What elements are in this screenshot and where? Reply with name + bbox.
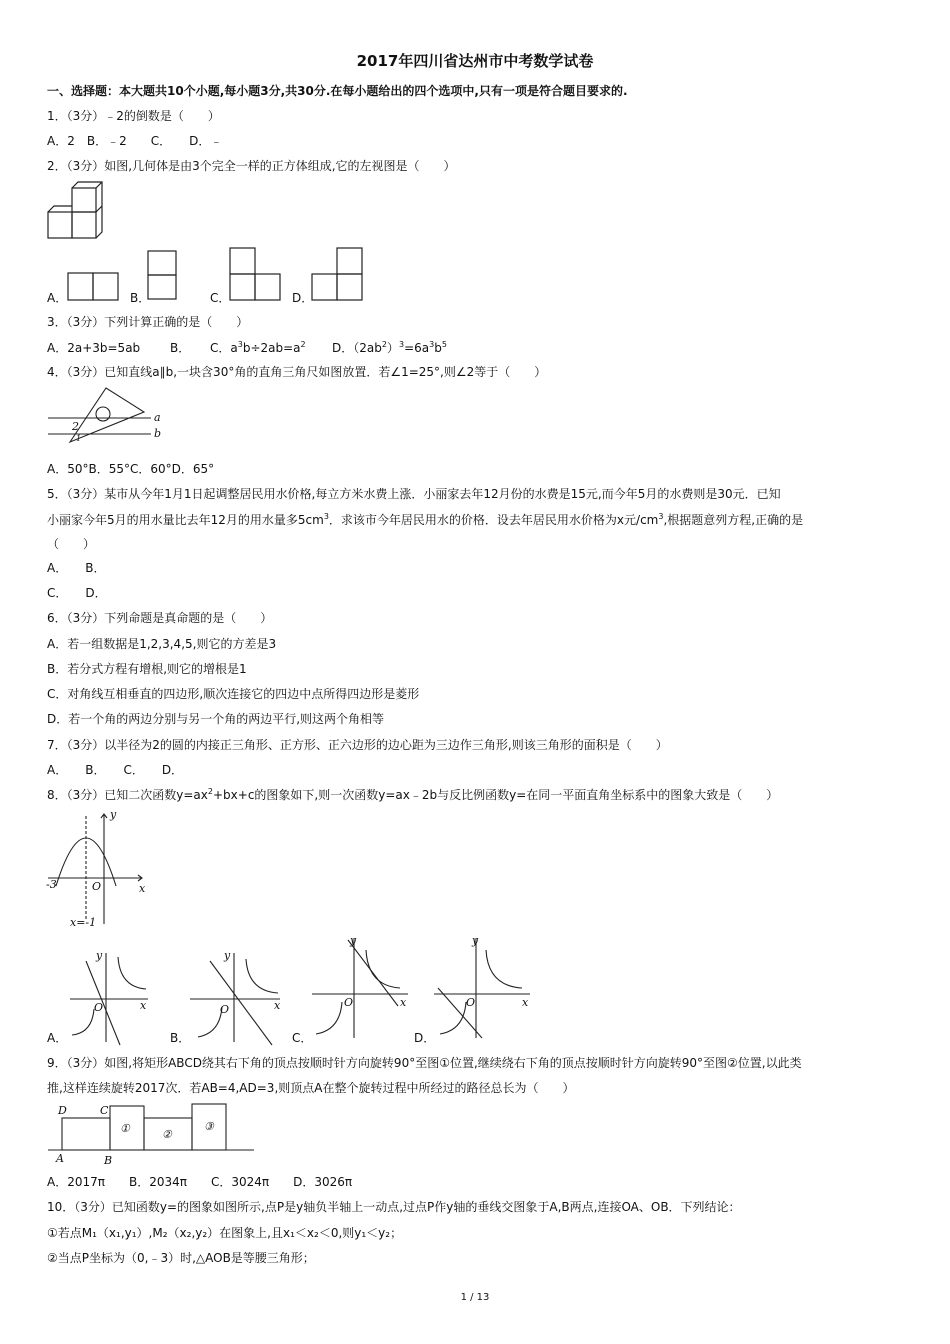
q3-stem: 3．（3分）下列计算正确的是（ ） [47, 315, 249, 329]
q9-fig-3: ③ [204, 1120, 214, 1133]
q1-options: A．2 B．﹣2 C． D．﹣ [47, 134, 223, 148]
q8-c-o: O [344, 996, 354, 1009]
q9-fig-b: B [104, 1154, 113, 1166]
q4-options: A．50°B．55°C．60°D．65° [47, 462, 215, 476]
q8-fig-y: y [110, 808, 117, 821]
q7-stem: 7．（3分）以半径为2的圆的内接正三角形、正方形、正六边形的边心距为三边作三角形,则该三角形的面积是（ ） [47, 738, 668, 752]
q8-option-b-figure [188, 947, 283, 1047]
q8-c-y: y [350, 934, 357, 947]
q2-option-d-figure [311, 247, 365, 302]
section-heading: 一、选择题：本大题共10个小题,每小题3分,共30分.在每小题给出的四个选项中,只有一项是符合题目要求的. [47, 84, 628, 98]
q4-label-1: 1 [76, 434, 82, 443]
q6-stem: 6．（3分）下列命题是真命题的是（ ） [47, 611, 273, 625]
q8-a-y: y [96, 949, 103, 962]
q8-parabola-figure [44, 808, 152, 930]
q6-option-d: D．若一个角的两边分别与另一个角的两边平行,则这两个角相等 [47, 712, 385, 726]
q9-options: A．2017π B．2034π C．3024π D．3026π [47, 1175, 353, 1189]
q8-d-o: O [466, 996, 476, 1009]
q9-fig-d: D [58, 1104, 67, 1117]
q5-line1: 5．（3分）某市从今年1月1日起调整居民用水价格,每立方米水费上涨．小丽家去年12月份的水费是15元,而今年5月的水费则是30元．已知 [47, 487, 781, 501]
q8-label-b: B． [170, 1031, 191, 1045]
q8-option-a-figure [68, 947, 158, 1047]
q8-a-o: O [94, 1001, 104, 1014]
q3-option-a: A．2a+3b=5ab [47, 341, 141, 355]
q8-option-d-figure [432, 932, 532, 1042]
q6-option-a: A．若一组数据是1,2,3,4,5,则它的方差是3 [47, 637, 277, 651]
q9-fig-a: A [56, 1152, 64, 1165]
q3-option-b: B． [170, 341, 191, 355]
q4-label-2: 2 [72, 420, 79, 433]
q2-option-a-figure [67, 272, 121, 302]
q8-b-y: y [224, 949, 231, 962]
q8-c-x: x [400, 996, 407, 1009]
q8-d-y: y [472, 934, 479, 947]
q8-fig-minus3: -3 [46, 878, 57, 891]
page-title: 2017年四川省达州市中考数学试卷 [356, 52, 594, 70]
q8-label-d: D． [414, 1031, 436, 1045]
q4-stem: 4．（3分）已知直线a∥b,一块含30°角的直角三角尺如图放置．若∠1=25°,则∠2等于（ ） [47, 365, 547, 379]
q1-stem: 1．（3分）﹣2的倒数是（ ） [47, 109, 220, 123]
q8-fig-axis: x=-1 [70, 916, 97, 929]
q5-options-cd: C． D． [47, 586, 107, 600]
q5-line2: 小丽家今年5月的用水量比去年12月的用水量多$5cm^3$．求该市今年居民用水的价格．设去年居民用水价格为x元$/cm^3$,根据题意列方程,正确的是 [47, 512, 804, 527]
q8-fig-o: O [92, 880, 102, 893]
q6-option-c: C．对角线互相垂直的四边形,顺次连接它的四边中点所得四边形是菱形 [47, 687, 420, 701]
q8-label-c: C． [292, 1031, 313, 1045]
q8-fig-x: x [139, 882, 146, 895]
q9-fig-1: ① [120, 1122, 130, 1135]
q8-d-x: x [522, 996, 529, 1009]
q9-fig-c: C [100, 1104, 109, 1117]
q9-fig-2: ② [162, 1128, 172, 1141]
q2-option-c-figure [229, 247, 283, 302]
q9-rotation-figure [46, 1100, 258, 1166]
q3-option-c: C．$a^3b\div 2ab=a^2$ [210, 340, 306, 355]
q8-b-x: x [274, 999, 281, 1012]
q10-conclusion-2: ②当点P坐标为（0,﹣3）时,△AOB是等腰三角形； [47, 1251, 315, 1265]
q3-option-d: D．$(2ab^2)^3=6a^3b^5$ [332, 340, 447, 355]
q8-a-x: x [140, 999, 147, 1012]
q6-option-b: B．若分式方程有增根,则它的增根是1 [47, 662, 247, 676]
q2-stem: 2．（3分）如图,几何体是由3个完全一样的正方体组成,它的左视图是（ ） [47, 159, 456, 173]
q5-line3: （ ） [47, 537, 96, 551]
q2-cube-figure [46, 180, 106, 242]
q10-conclusion-1: ①若点M₁（x₁,y₁）,M₂（x₂,y₂）在图象上,且x₁＜x₂＜0,则y₁＜y₂； [47, 1226, 403, 1240]
q4-label-b: b [154, 427, 162, 440]
q2-option-b-figure [147, 250, 179, 302]
q2-label-d: D． [292, 291, 314, 305]
q5-options-ab: A． B． [47, 561, 106, 575]
q2-label-a: A． [47, 291, 68, 305]
q8-label-a: A． [47, 1031, 68, 1045]
q4-triangle-figure [46, 384, 166, 446]
q7-options: A． B． C． D． [47, 763, 184, 777]
q8-option-c-figure [310, 932, 410, 1042]
page-number: 1 / 13 [460, 1292, 490, 1303]
q2-label-b: B． [130, 291, 151, 305]
q9-line2: 推,这样连续旋转2017次．若AB=4,AD=3,则顶点A在整个旋转过程中所经过的路径总长为（ ） [47, 1081, 575, 1095]
q8-b-o: O [220, 1003, 230, 1016]
q2-label-c: C． [210, 291, 231, 305]
q10-stem: 10．（3分）已知函数y=的图象如图所示,点P是y轴负半轴上一动点,过点P作y轴的垂线交图象于A,B两点,连接OA、OB．下列结论： [47, 1200, 741, 1214]
q8-stem: 8．（3分）已知二次函数$y=ax^2+bx+c$的图象如下,则一次函数y=ax﹣2b与反比例函数y=在同一平面直角坐标系中的图象大致是（ ） [47, 787, 779, 802]
q9-line1: 9．（3分）如图,将矩形ABCD绕其右下角的顶点按顺时针方向旋转90°至图①位置,继续绕右下角的顶点按顺时针方向旋转90°至图②位置,以此类 [47, 1056, 802, 1070]
q4-label-a: a [154, 411, 161, 424]
